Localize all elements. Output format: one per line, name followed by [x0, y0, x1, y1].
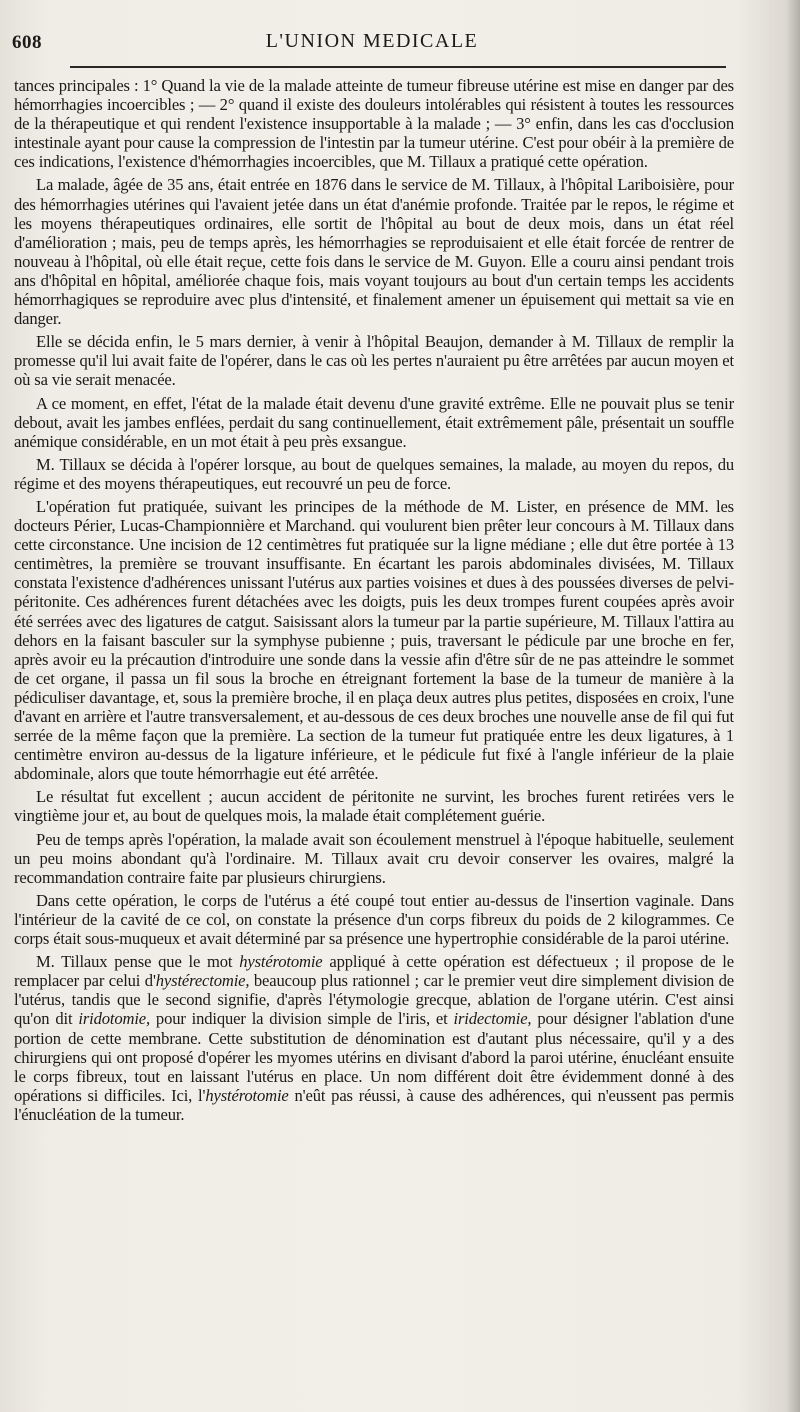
paragraph-text: M. Tillaux pense que le mot	[36, 952, 240, 972]
page-number: 608	[12, 32, 42, 53]
italic-term: iridectomie,	[453, 1009, 532, 1029]
paragraph-text: La malade, âgée de 35 ans, était entrée en 1876 dans le service de M. Tillaux, à l'hôpital Lariboisière, pour des hémorrhagies utérines qui l'avaient jetée dans un état d'anémie profonde. Traitée par le repos, le régime et les moyens thérapeutiques ordinaires, elle sortit de l'hôpital au bout de deux mois, dans un état réel d'amélioration ; mais, peu de temps après, les hémorrhagies se reproduisaient et elle était forcée de rentrer de nouveau à l'hôpital, où elle était reçue, cette fois dans le service de M. Guyon. Elle a couru ainsi pendant trois ans d'hôpital en hôpital, améliorée chaque fois, mais voyant toujours au bout d'un certain temps les accidents hémorrhagiques se reproduire avec plus d'intensité, et finalement amener un épuisement qui mettait sa vie en danger.	[14, 175, 734, 329]
italic-term: hystérotomie	[205, 1085, 289, 1105]
article-body	[14, 76, 734, 1128]
paragraph	[14, 891, 734, 948]
page-header	[12, 26, 732, 58]
paragraph-text: appliqué à cette opération est défectueux ; il propose de le remplacer par celui d'	[14, 952, 734, 991]
paragraph-text: tances principales : 1° Quand la vie de la malade atteinte de tumeur fibreuse utérine est mise en danger par des hémorrhagies incoercibles ; — 2° quand il existe des douleurs intolérables qui résistent à toutes les ressources de la thérapeutique et qui rendent l'existence insupportable à la malade ; — 3° enfin, dans les cas d'occlusion intestinale ayant pour cause la compression de l'intestin par la tumeur utérine. C'est pour obéir à la première de ces indications, l'existence d'hémorrhagies incoercibles, que M. Tillaux a pratiqué cette opération.	[14, 76, 734, 172]
paragraph-text: n'eût pas réussi, à cause des adhérences, qui n'eussent pas permis l'énucléation de la tumeur.	[14, 1085, 734, 1124]
paragraph-text: A ce moment, en effet, l'état de la malade était devenu d'une gravité extrême. Elle ne pouvait plus se tenir debout, avait les jambes enflées, perdait du sang continuellement, était extrêmement pâle, présentait un souffle anémique considérable, en un mot était à peu près exsangue.	[14, 393, 734, 451]
italic-term: iridotomie,	[78, 1009, 150, 1029]
header-rule	[70, 66, 726, 68]
paragraph	[14, 76, 734, 171]
paragraph-text: pour indiquer la division simple de l'iris, et	[150, 1009, 454, 1029]
paragraph-text: Elle se décida enfin, le 5 mars dernier, à venir à l'hôpital Beaujon, demander à M. Tillaux de remplir la promesse qu'il lui avait faite de l'opérer, dans le cas où les pertes n'auraient pu être arrêtées par aucun moyen et où sa vie serait menacée.	[14, 332, 734, 390]
page-edge-shadow	[786, 0, 800, 1412]
paragraph	[14, 455, 734, 493]
paragraph-text: Peu de temps après l'opération, la malade avait son écoulement menstruel à l'époque habituelle, seulement un peu moins abondant qu'à l'ordinaire. M. Tillaux avait cru devoir conserver les ovaires, malgré la recommandation contraire faite par plusieurs chirurgiens.	[14, 829, 734, 887]
italic-term: hystérectomie,	[155, 971, 250, 991]
paragraph-text: Dans cette opération, le corps de l'utérus a été coupé tout entier au-dessus de l'insertion vaginale. Dans l'intérieur de la cavité de ce col, on constate la présence d'un corps fibreux du poids de 2 kilogrammes. Ce corps était sous-muqueux et avait déterminé par sa présence une hypertrophie considérable de la paroi utérine.	[14, 890, 734, 949]
paragraph-text: Le résultat fut excellent ; aucun accident de péritonite ne survint, les broches furent retirées vers le vingtième jour et, au bout de quelques mois, la malade était complétement guérie.	[14, 787, 734, 826]
paragraph	[14, 332, 734, 389]
paragraph-text: beaucoup plus rationnel ; car le premier veut dire simplement division de l'utérus, tandis que le second signifie, d'après l'étymologie grecque, ablation de l'organe utérin. C'est ainsi qu'on dit	[14, 971, 734, 1029]
paragraph	[14, 175, 734, 328]
paragraph-text: M. Tillaux se décida à l'opérer lorsque, au bout de quelques semaines, la malade, au moyen du repos, du régime et des moyens thérapeutiques, eut recouvré un peu de force.	[14, 454, 734, 493]
paragraph	[14, 787, 734, 825]
paragraph-text: pour désigner l'ablation d'une portion de cette membrane. Cette substitution de dénomination est d'autant plus nécessaire, qu'il y a des chirurgiens qui ont proposé d'opérer les myomes utérins en divisant d'abord la paroi utérine, énucléant ensuite le corps fibreux, tout en laissant l'utérus en place. Un nom différent doit être évidemment donné à des opérations si difficiles. Ici, l'	[14, 1009, 735, 1105]
paragraph	[14, 497, 734, 783]
italic-term: hystérotomie	[239, 952, 323, 972]
paragraph	[14, 952, 734, 1124]
paragraph	[14, 394, 734, 451]
paragraph	[14, 830, 734, 887]
paragraph-text: L'opération fut pratiquée, suivant les principes de la méthode de M. Lister, en présence de MM. les docteurs Périer, Lucas-Championnière et Marchand. qui voulurent bien prêter leur concours à M. Tillaux dans cette circonstance. Une incision de 12 centimètres fut pratiquée sur la ligne médiane ; elle dut être portée à 13 centimètres, la première se trouvant insuffisante. En écartant les parois abdominales divisées, M. Tillaux constata l'existence d'adhérences unissant l'utérus aux parties voisines et dues à des poussées diverses de pelvi-péritonite. Ces adhérences furent détachées avec les doigts, puis les deux trompes furent coupées après avoir été serrées avec des ligatures de catgut. Saisissant alors la tumeur par la partie supérieure, M. Tillaux l'attira au dehors en la faisant basculer sur la symphyse pubienne ; puis, traversant le pédicule par une broche en fer, après avoir eu la précaution d'introduire une sonde dans la vessie afin d'être sûr de ne pas atteindre le sommet de cet organe, il passa un fil sous la broche en étreignant fortement la base de la tumeur de manière à la pédiculiser davantage, et, sous la première broche, il en plaça deux autres plus petites, disposées en croix, l'une d'avant en arrière et l'autre transversalement, et au-dessous de ces deux broches une nouvelle anse de fil qui fut serrée de la même façon que la première. La section de la tumeur fut pratiquée entre les deux ligatures, à 1 centimètre environ au-dessus de la ligature inférieure, et le pédicule fut fixé à l'angle inférieur de la plaie abdominale, alors que toute hémorrhagie eut été arrêtée.	[14, 496, 734, 784]
running-title: L'UNION MEDICALE	[265, 30, 479, 52]
